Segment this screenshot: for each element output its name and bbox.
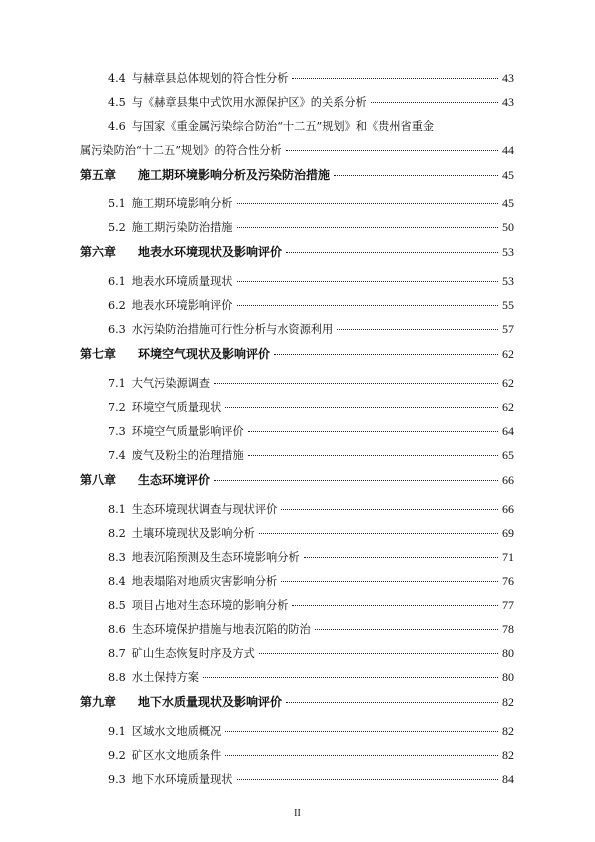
toc-entry-page: 82 — [502, 695, 514, 709]
toc-entry-number: 9.2 — [108, 749, 126, 762]
dot-leader — [334, 175, 498, 176]
toc-entry-number: 6.1 — [108, 275, 126, 288]
toc-entry-title: 施工期环境影响分析 — [131, 197, 233, 210]
dot-leader — [248, 455, 498, 456]
dot-leader — [286, 702, 498, 703]
dot-leader — [214, 383, 498, 384]
toc-entry-number: 5.1 — [108, 197, 126, 210]
toc-entry-title: 矿区水文地质条件 — [131, 749, 222, 762]
toc-section-entry[interactable] — [0, 94, 595, 114]
dot-leader — [237, 281, 499, 282]
toc-entry-title-line1 — [108, 118, 514, 134]
dot-leader — [203, 677, 498, 678]
toc-entry-page: 62 — [502, 376, 514, 390]
toc-entry-title: 与《赫章县集中式饮用水源保护区》的关系分析 — [131, 96, 367, 109]
toc-entry-number: 8.4 — [108, 575, 126, 588]
dot-leader — [225, 407, 498, 408]
toc-entry-number: 8.1 — [108, 503, 126, 516]
toc-section-entry[interactable] — [0, 501, 595, 521]
toc-section-entry[interactable] — [0, 120, 595, 162]
toc-chapter-entry[interactable] — [0, 243, 595, 263]
toc-entry-page: 82 — [502, 724, 514, 738]
toc-entry-title: 地表塌陷对地质灾害影响分析 — [131, 575, 278, 588]
toc-section-entry[interactable] — [0, 297, 595, 317]
toc-entry-number: 第七章 — [80, 347, 117, 361]
toc-entry-number: 7.1 — [108, 377, 126, 390]
toc-entry-title: 项目占地对生态环境的影响分析 — [131, 599, 289, 612]
toc-section-entry[interactable] — [0, 525, 595, 545]
toc-section-entry[interactable] — [0, 549, 595, 569]
dot-leader — [281, 581, 498, 582]
toc-section-entry[interactable] — [0, 321, 595, 341]
toc-section-entry[interactable] — [0, 195, 595, 215]
toc-entry-page: 69 — [502, 526, 514, 540]
toc-entry-title: 地表水环境质量现状 — [131, 275, 233, 288]
dot-leader — [315, 629, 498, 630]
toc-entry-page: 53 — [502, 245, 514, 259]
toc-entry-page: 45 — [502, 196, 514, 210]
toc-section-entry[interactable] — [0, 573, 595, 593]
toc-chapter-entry[interactable] — [0, 166, 595, 186]
toc-section-entry[interactable] — [0, 423, 595, 443]
toc-entry-title: 大气污染源调查 — [131, 377, 211, 390]
dot-leader — [237, 227, 499, 228]
dot-leader — [225, 731, 498, 732]
page-number-footer: II — [294, 808, 301, 819]
toc-entry-title: 生态环境保护措施与地表沉陷的防治 — [131, 623, 311, 636]
toc-chapter-entry[interactable] — [0, 345, 595, 365]
toc-section-entry[interactable] — [0, 219, 595, 239]
toc-entry-title: 地表水环境现状及影响评价 — [138, 245, 283, 259]
toc-entry-number: 9.3 — [108, 773, 126, 786]
toc-entry-number: 第九章 — [80, 695, 117, 709]
toc-entry-number: 7.3 — [108, 425, 126, 438]
toc-entry-title: 生态环境评价 — [138, 473, 211, 487]
toc-entry-page: 44 — [502, 143, 514, 157]
toc-entry-page: 64 — [502, 424, 514, 438]
toc-entry-page: 66 — [502, 473, 514, 487]
toc-entry-page: 62 — [502, 347, 514, 361]
toc-entry-number: 4.4 — [108, 72, 126, 85]
toc-entry-number: 第五章 — [80, 168, 117, 182]
toc-entry-title: 生态环境现状调查与现状评价 — [131, 503, 278, 516]
toc-entry-number: 8.7 — [108, 647, 126, 660]
toc-entry-page: 80 — [502, 670, 514, 684]
dot-leader — [292, 78, 498, 79]
dot-leader — [286, 252, 498, 253]
dot-leader — [292, 605, 498, 606]
toc-entry-number: 8.5 — [108, 599, 126, 612]
dot-leader — [259, 533, 498, 534]
toc-section-entry[interactable] — [0, 273, 595, 293]
dot-leader — [225, 755, 498, 756]
toc-entry-title: 土壤环境现状及影响分析 — [131, 527, 255, 540]
toc-entry-page: 45 — [502, 168, 514, 182]
dot-leader — [237, 203, 499, 204]
toc-entry-page: 65 — [502, 448, 514, 462]
toc-entry-page: 43 — [502, 71, 514, 85]
toc-entry-title: 地下水质量现状及影响评价 — [138, 695, 283, 709]
toc-entry-page: 50 — [502, 220, 514, 234]
toc-entry-title-line2: 属污染防治“十二五”规划》的符合性分析 — [80, 144, 282, 157]
toc-entry-title: 水污染防治措施可行性分析与水资源利用 — [131, 323, 334, 336]
toc-section-entry[interactable] — [0, 645, 595, 665]
toc-section-entry[interactable] — [0, 747, 595, 767]
toc-entry-title: 施工期污染防治措施 — [131, 221, 233, 234]
dot-leader — [248, 431, 498, 432]
toc-entry-number: 7.2 — [108, 401, 126, 414]
dot-leader — [274, 354, 498, 355]
toc-section-entry[interactable] — [0, 723, 595, 743]
toc-entry-number: 4.6 — [108, 120, 126, 133]
dot-leader — [237, 779, 499, 780]
toc-entry-number: 8.6 — [108, 623, 126, 636]
dot-leader — [337, 329, 498, 330]
toc-entry-title: 与赫章县总体规划的符合性分析 — [131, 72, 289, 85]
toc-entry-number: 6.2 — [108, 299, 126, 312]
dot-leader — [286, 150, 498, 151]
toc-entry-title: 环境空气质量影响评价 — [131, 425, 244, 438]
toc-entry-title: 废气及粉尘的治理措施 — [131, 449, 244, 462]
toc-entry-title: 地表沉陷预测及生态环境影响分析 — [131, 551, 300, 564]
toc-entry-page: 78 — [502, 622, 514, 636]
toc-entry-title: 环境空气现状及影响评价 — [138, 347, 271, 361]
toc-entry-page: 80 — [502, 646, 514, 660]
toc-entry-number: 7.4 — [108, 449, 126, 462]
toc-section-entry[interactable] — [0, 771, 595, 791]
toc-entry-title: 水土保持方案 — [131, 671, 199, 684]
toc-entry-number: 5.2 — [108, 221, 126, 234]
dot-leader — [237, 305, 499, 306]
toc-section-entry[interactable] — [0, 447, 595, 467]
toc-entry-title: 矿山生态恢复时序及方式 — [131, 647, 255, 660]
toc-entry-title: 施工期环境影响分析及污染防治措施 — [138, 168, 331, 182]
toc-entry-page: 53 — [502, 274, 514, 288]
toc-chapter-entry[interactable] — [0, 693, 595, 713]
toc-entry-page: 43 — [502, 95, 514, 109]
toc-section-entry[interactable] — [0, 669, 595, 689]
toc-entry-page: 71 — [502, 550, 514, 564]
dot-leader — [304, 557, 498, 558]
toc-section-entry[interactable] — [0, 70, 595, 90]
toc-entry-page: 84 — [502, 772, 514, 786]
toc-entry-page: 76 — [502, 574, 514, 588]
toc-entry-page: 57 — [502, 322, 514, 336]
toc-section-entry[interactable] — [0, 375, 595, 395]
toc-entry-page: 66 — [502, 502, 514, 516]
toc-entry-title: 区域水文地质概况 — [131, 725, 222, 738]
toc-entry-page: 77 — [502, 598, 514, 612]
toc-section-entry[interactable] — [0, 621, 595, 641]
toc-section-entry[interactable] — [0, 399, 595, 419]
toc-entry-number: 8.8 — [108, 671, 126, 684]
toc-entry-number: 第六章 — [80, 245, 117, 259]
toc-entry-page: 55 — [502, 298, 514, 312]
toc-entry-title: 地表水环境影响评价 — [131, 299, 233, 312]
toc-entry-number: 6.3 — [108, 323, 126, 336]
dot-leader — [214, 480, 498, 481]
toc-section-entry[interactable] — [0, 597, 595, 617]
dot-leader — [281, 509, 498, 510]
toc-entry-number: 8.3 — [108, 551, 126, 564]
toc-entry-page: 62 — [502, 400, 514, 414]
toc-entry-page: 82 — [502, 748, 514, 762]
toc-entry-title: 环境空气质量现状 — [131, 401, 222, 414]
toc-entry-title: 地下水环境质量现状 — [131, 773, 233, 786]
dot-leader — [259, 653, 498, 654]
dot-leader — [371, 102, 498, 103]
toc-entry-number: 9.1 — [108, 725, 126, 738]
toc-entry-number: 4.5 — [108, 96, 126, 109]
toc-chapter-entry[interactable] — [0, 471, 595, 491]
toc-entry-number: 8.2 — [108, 527, 126, 540]
toc-entry-number: 第八章 — [80, 473, 117, 487]
toc-entry-title: 与国家《重金属污染综合防治“十二五”规划》和《贵州省重金 — [131, 120, 435, 133]
